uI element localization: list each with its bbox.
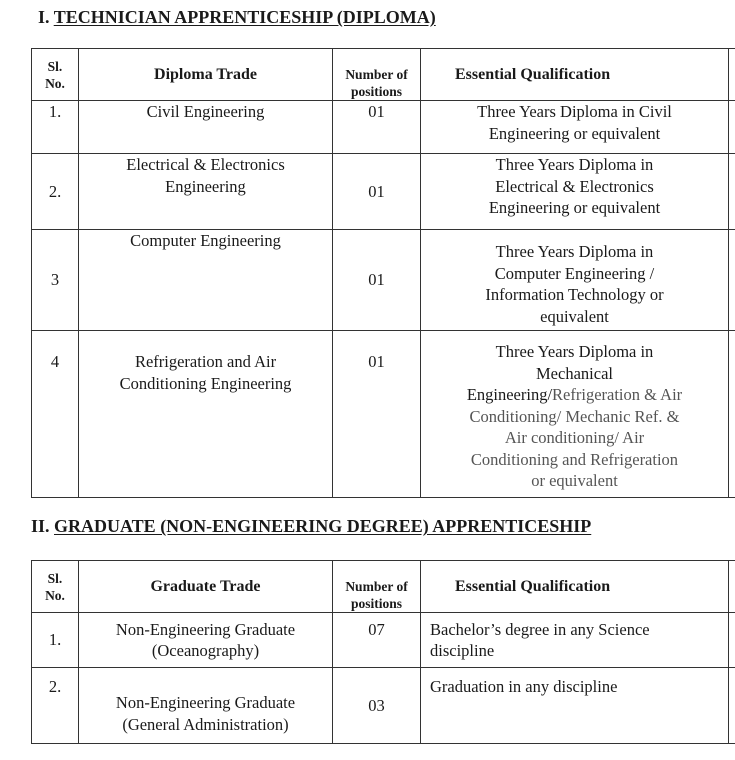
table-row xyxy=(32,101,735,154)
row-qualification: Bachelor’s degree in any Science discipline xyxy=(421,613,729,668)
section-2-number: II. xyxy=(31,516,50,536)
cut-off-column xyxy=(729,561,735,613)
row-sl-no: 1. xyxy=(32,613,79,668)
row-trade: Electrical & Electronics Engineering xyxy=(79,154,333,230)
table-row xyxy=(32,154,735,230)
table-row xyxy=(32,613,735,668)
row-sl-no: 2. xyxy=(32,668,79,744)
header-sl-no: Sl. No. xyxy=(32,49,79,101)
header-trade: Graduate Trade xyxy=(79,561,333,613)
header-qualification: Essential Qualification xyxy=(421,49,729,101)
row-trade: Non-Engineering Graduate (General Administration) xyxy=(79,668,333,744)
header-positions: Number of positions xyxy=(333,49,421,101)
header-qualification: Essential Qualification xyxy=(421,561,729,613)
row-sl-no: 3 xyxy=(32,230,79,331)
row-trade: Refrigeration and Air Conditioning Engineering xyxy=(79,331,333,498)
header-trade: Diploma Trade xyxy=(79,49,333,101)
table-header-row xyxy=(32,561,735,613)
row-trade: Non-Engineering Graduate (Oceanography) xyxy=(79,613,333,668)
table-row xyxy=(32,668,735,744)
section-2-title: GRADUATE (NON-ENGINEERING DEGREE) APPRENTICESHIP xyxy=(54,516,592,536)
section-1-heading xyxy=(38,7,436,28)
row-qualification: Three Years Diploma in Civil Engineering or equivalent xyxy=(421,101,729,154)
section-1-title: TECHNICIAN APPRENTICESHIP (DIPLOMA) xyxy=(53,7,436,27)
row-positions: 01 xyxy=(333,230,421,331)
row-positions: 01 xyxy=(333,154,421,230)
row-sl-no: 1. xyxy=(32,101,79,154)
section-2-heading xyxy=(31,516,591,537)
row-qualification: Three Years Diploma in Mechanical Engineering/Refrigeration & Air Conditioning/ Mechanic Ref. & Air conditioning/ Air Conditioning and Refrigeration or equivalent xyxy=(421,331,729,498)
row-positions: 01 xyxy=(333,101,421,154)
table-header-row xyxy=(32,49,735,101)
cut-off-column xyxy=(729,49,735,101)
table-row xyxy=(32,230,735,331)
diploma-table xyxy=(31,48,735,498)
table-row xyxy=(32,331,735,498)
row-qualification: Three Years Diploma in Computer Engineering / Information Technology or equivalent xyxy=(421,230,729,331)
header-sl-no: Sl. No. xyxy=(32,561,79,613)
row-sl-no: 4 xyxy=(32,331,79,498)
row-positions: 03 xyxy=(333,668,421,744)
row-qualification: Three Years Diploma in Electrical & Electronics Engineering or equivalent xyxy=(421,154,729,230)
row-positions: 07 xyxy=(333,613,421,668)
section-1-number: I. xyxy=(38,7,50,27)
row-qualification: Graduation in any discipline xyxy=(421,668,729,744)
row-trade: Computer Engineering xyxy=(79,230,333,331)
row-positions: 01 xyxy=(333,331,421,498)
row-sl-no: 2. xyxy=(32,154,79,230)
graduate-table xyxy=(31,560,735,744)
row-trade: Civil Engineering xyxy=(79,101,333,154)
header-positions: Number of positions xyxy=(333,561,421,613)
